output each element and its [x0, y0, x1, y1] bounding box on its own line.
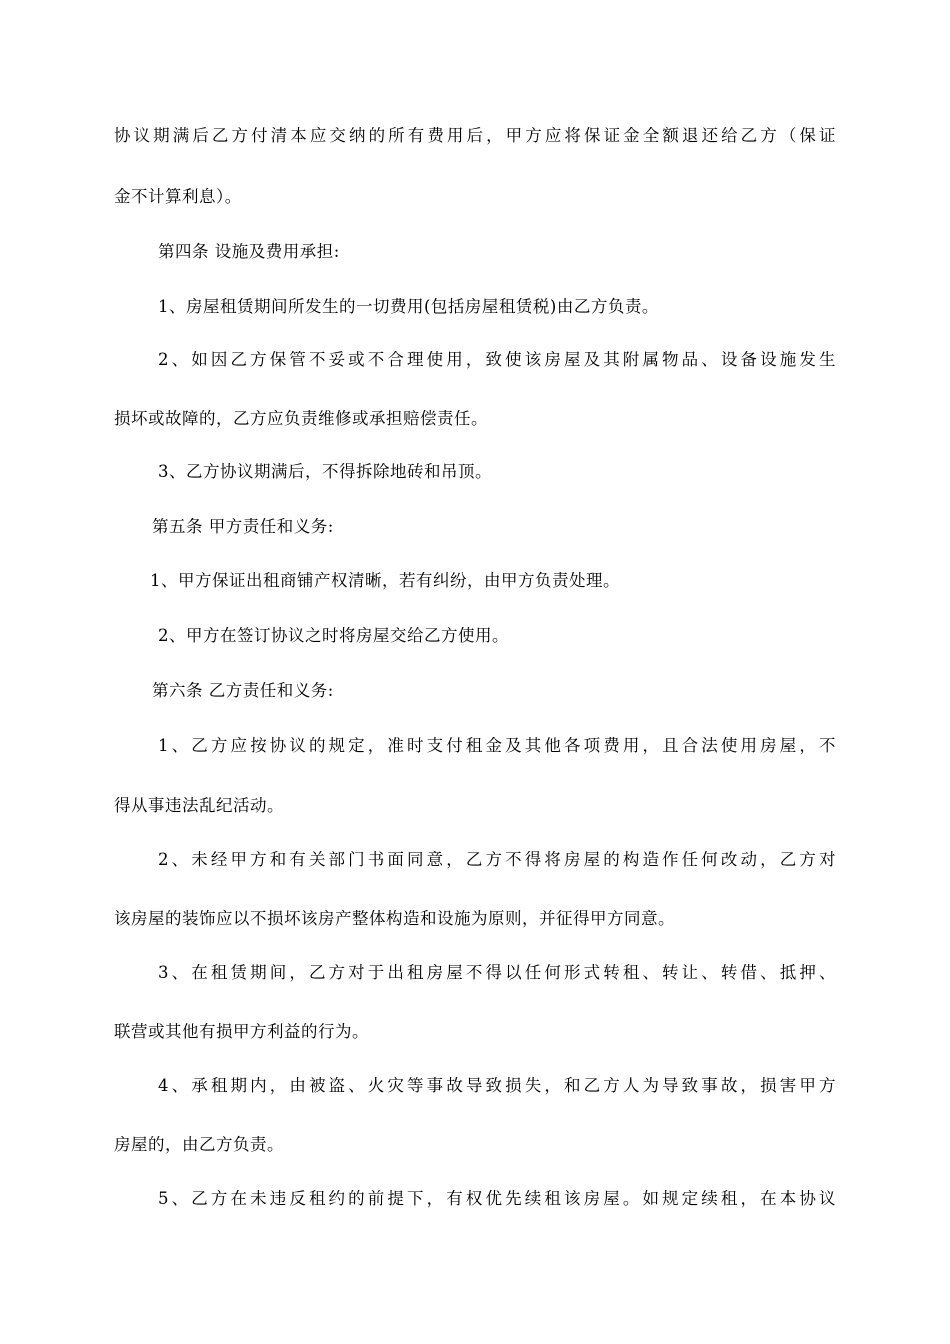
text-line: 联营或其他有损甲方利益的行为。 — [114, 1022, 369, 1041]
text-line: 1、房屋租赁期间所发生的一切费用(包括房屋租赁税)由乙方负责。 — [158, 297, 659, 316]
text-line: 协议期满后乙方付清本应交纳的所有费用后，甲方应将保证金全额退还给乙方（保证 — [114, 126, 836, 145]
text-line: 4、承租期内，由被盗、火灾等事故导致损失，和乙方人为导致事故，损害甲方 — [158, 1076, 836, 1095]
text-line: 5、乙方在未违反租约的前提下，有权优先续租该房屋。如规定续租，在本协议 — [158, 1189, 836, 1208]
text-line: 房屋的，由乙方负责。 — [114, 1135, 284, 1154]
article-heading: 第六条 乙方责任和义务: — [152, 681, 334, 700]
text-line: 得从事违法乱纪活动。 — [114, 796, 284, 815]
text-line: 2、甲方在签订协议之时将房屋交给乙方使用。 — [158, 626, 509, 645]
text-line: 3、在租赁期间，乙方对于出租房屋不得以任何形式转租、转让、转借、抵押、 — [158, 963, 836, 982]
text-line: 1、乙方应按协议的规定，准时支付租金及其他各项费用，且合法使用房屋，不 — [158, 736, 836, 755]
text-line: 1、甲方保证出租商铺产权清晰，若有纠纷，由甲方负责处理。 — [150, 571, 620, 590]
text-line: 损坏或故障的，乙方应负责维修或承担赔偿责任。 — [114, 409, 488, 428]
text-line: 该房屋的装饰应以不损坏该房产整体构造和设施为原则，并征得甲方同意。 — [114, 909, 675, 928]
text-line: 3、乙方协议期满后，不得拆除地砖和吊顶。 — [158, 462, 492, 481]
text-line: 2、如因乙方保管不妥或不合理使用，致使该房屋及其附属物品、设备设施发生 — [158, 350, 836, 369]
article-heading: 第五条 甲方责任和义务: — [152, 517, 334, 536]
text-line: 金不计算利息）。 — [114, 187, 242, 206]
article-heading: 第四条 设施及费用承担: — [158, 242, 340, 261]
text-line: 2、未经甲方和有关部门书面同意，乙方不得将房屋的构造作任何改动，乙方对 — [158, 850, 836, 869]
